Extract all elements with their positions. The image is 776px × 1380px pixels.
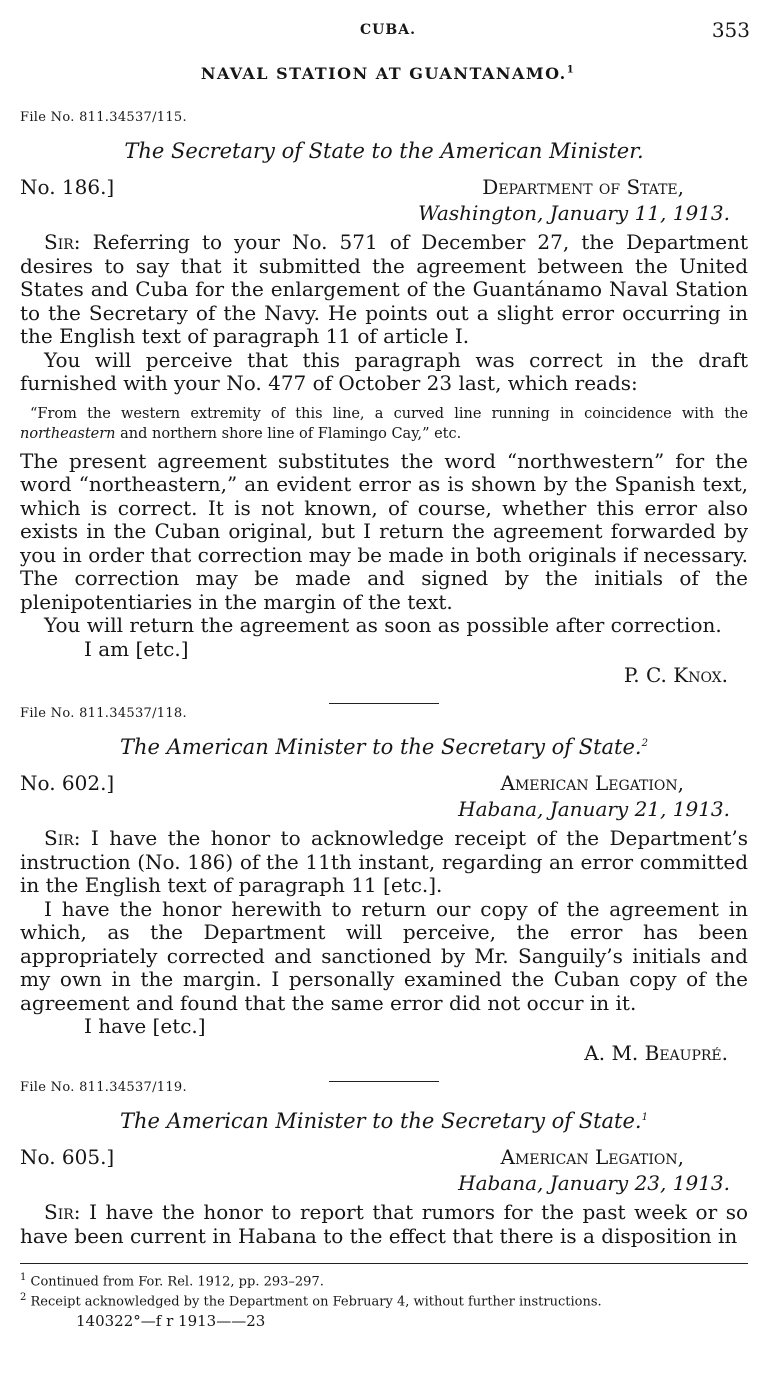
sender-office: Department of State,	[482, 175, 684, 199]
salutation: Sir:	[44, 826, 81, 850]
page-number: 353	[711, 18, 750, 42]
letter-1	[20, 110, 748, 704]
paragraph: You will return the agreement as soon as possible after correction.	[44, 613, 722, 637]
paragraph-text: I have the honor to acknowledge receipt of the Department’s instruction (No. 186) of the 11th instant, regarding an error committed in the English text of paragraph 11 [etc.].	[20, 826, 748, 897]
footnote-divider	[20, 1263, 748, 1264]
salutation: Sir:	[44, 230, 81, 254]
printer-signature-line: 140322°—f r 1913——23	[76, 1312, 266, 1330]
place-date: Habana, January 23, 1913.	[458, 1171, 730, 1195]
letter-title-text: The Secretary of State to the American Minister.	[124, 139, 644, 163]
paragraph: You will perceive that this paragraph was correct in the draft furnished with your No. 477 of October 23 last, which reads:	[20, 347, 748, 395]
file-number: File No. 811.34537/115.	[20, 110, 187, 125]
place-date: Habana, January 21, 1913.	[458, 797, 730, 821]
paragraph	[20, 827, 748, 898]
sender-office: American Legation,	[500, 1145, 684, 1169]
footnote-mark: 1	[20, 1272, 27, 1283]
letter-header	[20, 771, 748, 827]
file-number: File No. 811.34537/118.	[20, 706, 187, 721]
footnotes	[20, 1270, 756, 1311]
letter-3	[20, 1080, 748, 1248]
place-date: Washington, January 11, 1913.	[418, 201, 730, 225]
paragraph	[20, 1201, 748, 1248]
section-divider	[329, 703, 439, 704]
letter-header	[20, 1145, 748, 1201]
despatch-number: No. 186.]	[20, 175, 115, 199]
footnote-text: Receipt acknowledged by the Department on February 4, without further instructions.	[30, 1294, 602, 1310]
paragraph	[20, 231, 748, 349]
letter-title-text: The American Minister to the Secretary of State.	[120, 735, 642, 759]
footnote	[20, 1290, 756, 1310]
footnote-text: Continued from For. Rel. 1912, pp. 293–297.	[30, 1274, 324, 1290]
signature: A. M. Beaupré.	[584, 1040, 728, 1065]
section-title	[0, 64, 776, 83]
paragraph-text: I have the honor to report that rumors for the past week or so have been current in Habana to the effect that there is a disposition in	[20, 1200, 749, 1248]
sender-office: American Legation,	[500, 771, 684, 795]
letter-title	[20, 139, 748, 163]
letter-title	[20, 1109, 748, 1133]
closing: I have [etc.]	[84, 1014, 206, 1038]
letter-title	[20, 735, 748, 759]
despatch-number: No. 605.]	[20, 1145, 115, 1169]
file-number: File No. 811.34537/119.	[20, 1080, 187, 1095]
section-title-text: NAVAL STATION AT GUANTANAMO.	[200, 64, 567, 83]
footnote-mark: 2	[20, 1292, 27, 1304]
running-head	[0, 18, 776, 44]
letter-2	[20, 706, 748, 1082]
closing: I am [etc.]	[84, 636, 189, 661]
block-quote	[20, 404, 748, 444]
quote-text: and northern shore line of Flamingo Cay,” etc.	[115, 425, 462, 442]
footnote	[20, 1270, 756, 1290]
paragraph: I have the honor herewith to return our copy of the agreement in which, as the Department will perceive, the error has been appropriately corrected and sanctioned by Mr. Sanguily’s initials and my own in the margin. I personally examined the Cuban copy of the agreement and found that the same error did not occur in it.	[20, 896, 748, 1015]
letter-header	[20, 175, 748, 231]
despatch-number: No. 602.]	[20, 771, 115, 795]
paragraph: The present agreement substitutes the word “northwestern” for the word “northeastern,” an evident error as is shown by the Spanish text, which is correct. It is not known, of course, whether this error also exists in the Cuban original, but I return the agreement forwarded by you in order that correction may be made in both originals if necessary. The correction may be made and signed by the initials of the plenipotentiaries in the margin of the text.	[20, 448, 748, 614]
signature: P. C. Knox.	[623, 663, 728, 687]
letter-footnote-mark: 2	[641, 738, 648, 749]
letter-title-text: The American Minister to the Secretary of State.	[120, 1109, 642, 1133]
quote-text: “From the western extremity of this line, a curved line running in coincidence with the	[30, 405, 748, 422]
quote-emphasis: northeastern	[20, 425, 116, 442]
section-footnote-mark: 1	[566, 64, 576, 76]
letter-footnote-mark: 1	[641, 1112, 648, 1123]
paragraph-text: Referring to your No. 571 of December 27, the Department desires to say that it submitted the agreement between the United States and Cuba for the enlargement of the Guantánamo Naval Station to the Secretary of the Navy. He points out a slight error occurring in the English text of paragraph 11 of article I.	[20, 230, 748, 348]
salutation: Sir:	[44, 1200, 81, 1224]
running-title: CUBA.	[360, 22, 416, 38]
